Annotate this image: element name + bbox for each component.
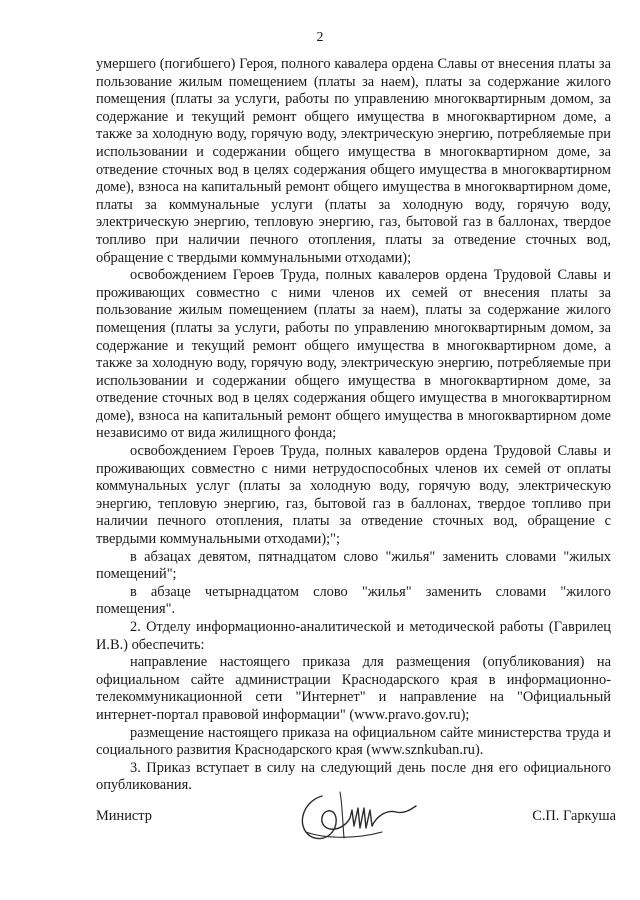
paragraph: умершего (погибшего) Героя, полного кавалера ордена Славы от внесения платы за пользование жилым помещением (платы за наем), платы за содержание жилого помещения (платы за услуги, работы по управлению многоквартирным домом, за содержание и текущий ремонт общего имущества в многоквартирном доме, а также за холодную воду, горячую воду, электрическую энергию, потребляемые при использовании и содержании общего имущества в многоквартирном доме, за отведение сточных вод в целях содержания общего имущества в многоквартирном доме), взноса на капитальный ремонт общего имущества в многоквартирном доме, платы за коммунальные услуги (платы за холодную воду, горячую воду, электрическую энергию, тепловую энергию, газ, бытовой газ в баллонах, твердое топливо при наличии печного отопления, платы за отведение сточных вод, обращение с твердыми коммунальными отходами); xyxy=(96,56,611,266)
paragraph: в абзаце четырнадцатом слово "жилья" заменить словами "жилого помещения". xyxy=(96,583,611,618)
position-title: Министр xyxy=(96,808,152,824)
numbered-paragraph: 2. Отделу информационно-аналитической и методической работы (Гаврилец И.В.) обеспечить: xyxy=(96,619,611,653)
paragraph: направление настоящего приказа для размещения (опубликования) на официальном сайте администрации Краснодарского края в информационно-телекоммуникационной сети "Интернет" и направление на "Официальный интернет-портал правовой информации" (www.pravo.gov.ru); xyxy=(96,654,611,723)
paragraph: освобождением Героев Труда, полных кавалеров ордена Трудовой Славы и проживающих совместно с ними членов их семей от внесения платы за пользование жилым помещением (платы за наем), платы за содержание жилого помещения (платы за услуги, работы по управлению многоквартирным домом, за содержание и текущий ремонт общего имущества в многоквартирном доме, а также за холодную воду, горячую воду, электрическую энергию, потребляемые при использовании и содержании общего имущества в многоквартирном доме, за отведение сточных вод в целях содержания общего имущества в многоквартирном доме), взноса на капитальный ремонт общего имущества в многоквартирном доме независимо от вида жилищного фонда; xyxy=(96,267,611,442)
paragraph: освобождением Героев Труда, полных кавалеров ордена Трудовой Славы и проживающих совместно с ними нетрудоспособных членов их семей от оплаты коммунальных услуг (платы за холодную воду, горячую воду, электрическую энергию, тепловую энергию, газ, бытовой газ в баллонах, твердое топливо при наличии печного отопления, платы за отведение сточных вод, обращение с твердыми коммунальными отходами);"; xyxy=(96,443,611,548)
signer-name: С.П. Гаркуша xyxy=(532,808,616,824)
paragraph: в абзацах девятом, пятнадцатом слово "жилья" заменить словами "жилых помещений"; xyxy=(96,548,611,583)
page-number: 2 xyxy=(316,30,324,45)
numbered-paragraph: 3. Приказ вступает в силу на следующий день после дня его официального опубликования. xyxy=(96,759,611,794)
signature-block xyxy=(96,808,616,828)
paragraph: размещение настоящего приказа на официальном сайте министерства труда и социального развития Краснодарского края (www.sznkuban.ru). xyxy=(96,724,611,759)
document-body xyxy=(96,56,611,795)
